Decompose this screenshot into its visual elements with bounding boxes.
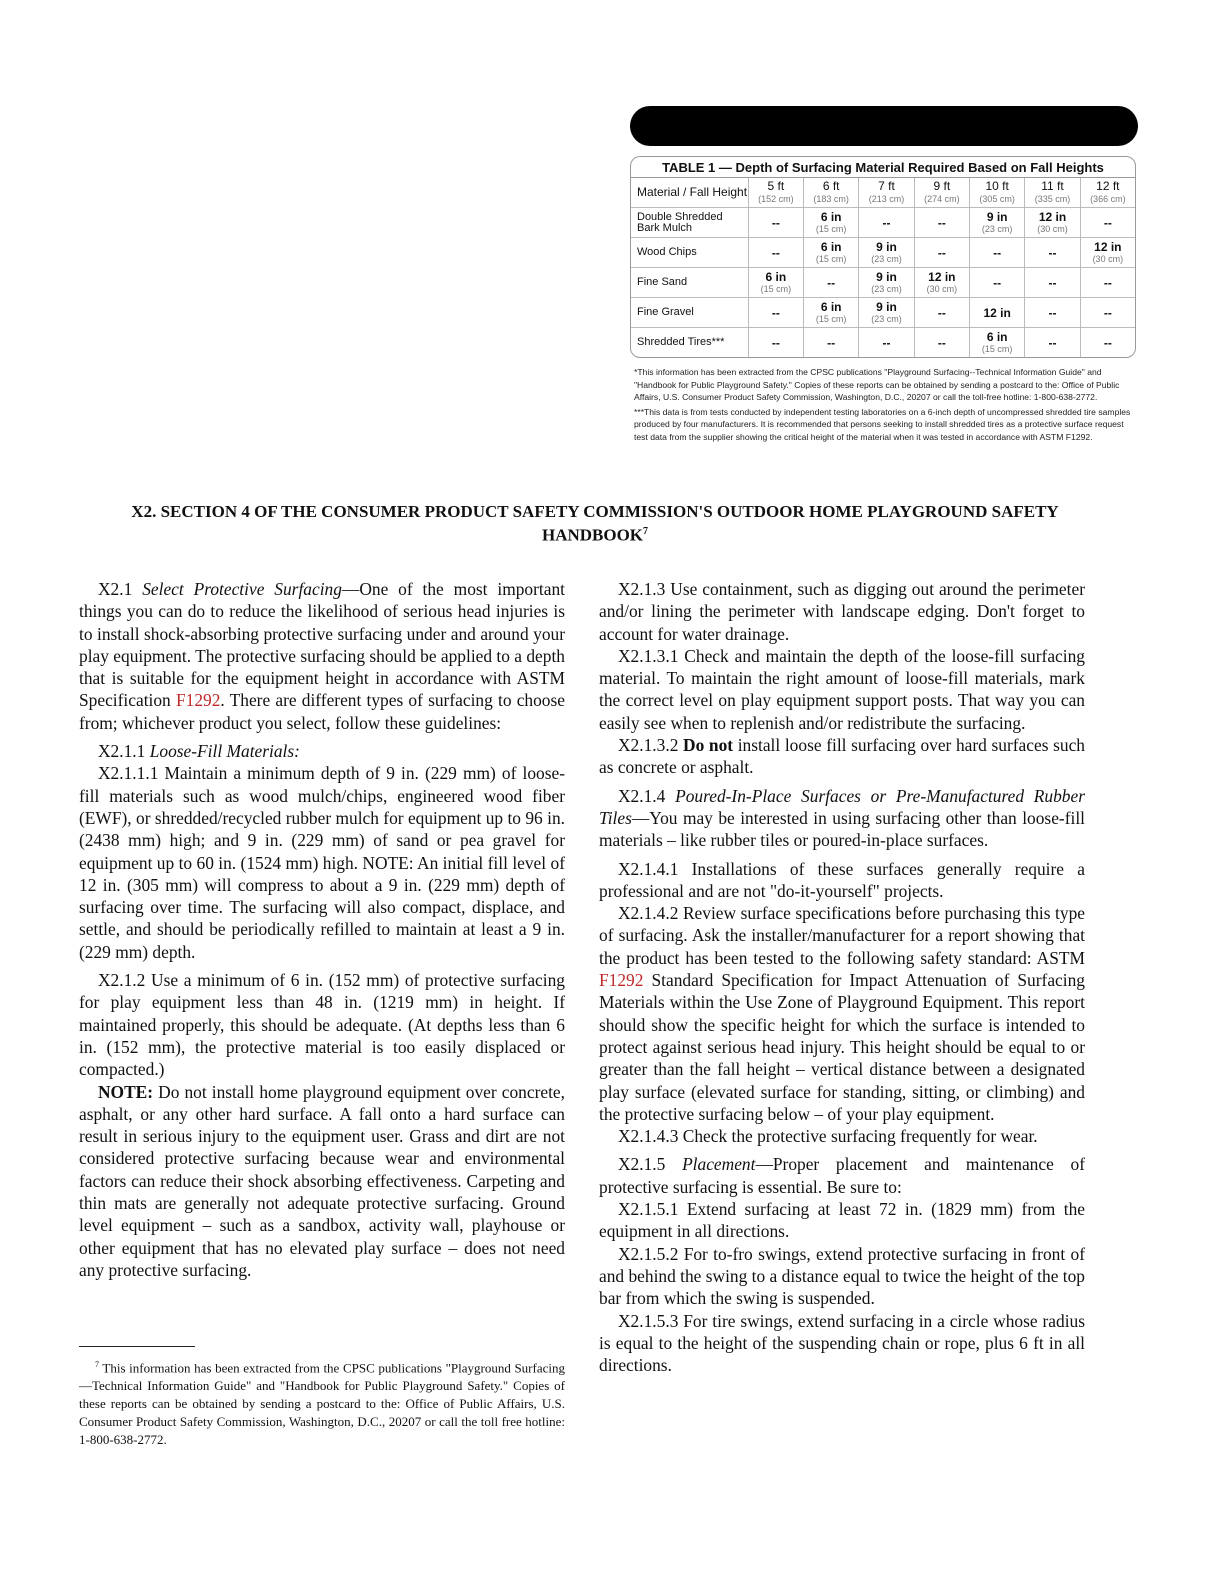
table-figure xyxy=(630,106,1138,446)
section-title: X2. SECTION 4 OF THE CONSUMER PRODUCT SAFETY COMMISSION'S OUTDOOR HOME PLAYGROUND SAFETY HANDBOOK xyxy=(131,502,1059,545)
paragraph-x2-1-4-2: X2.1.4.2 Review surface specifications before purchasing this type of surfacing. Ask the installer/manufacturer for a report showing that the product has been tested to the following safety standard: ASTM F1292 Standard Specification for Impact Attenuation of Surfacing Materials within the Use Zone of Playground Equipment. This report should show the specific height for which the surface is intended to protect against serious head injury. This height should be equal to or greater than the fall height – vertical distance between a designated play surface (elevated surface for standing, sitting, or climbing) and the protective surfacing below – of your play equipment. xyxy=(599,903,1085,1124)
depth-cell: -- xyxy=(915,328,970,357)
fall-height-header: 12 ft (366 cm) xyxy=(1081,178,1135,208)
table-row xyxy=(631,208,1135,238)
paragraph-note: NOTE: Do not install home playground equipment over concrete, asphalt, or any other hard surface. A fall onto a hard surface can result in serious injury to the equipment user. Grass and dirt are not considered protective surfacing because wear and environmental factors can reduce their shock absorbing effectiveness. Carpeting and thin mats are generally not adequate protective surfacing. Ground level equipment – such as a sandbox, activity wall, playhouse or other equipment that has no elevated play surface – does not need any protective surfacing. xyxy=(79,1081,565,1280)
footnote-mark: 7 xyxy=(643,526,649,537)
material-name: Shredded Tires*** xyxy=(631,328,749,357)
depth-cell: 12 in (30 cm) xyxy=(1081,238,1135,268)
depth-cell: 9 in (23 cm) xyxy=(859,298,914,328)
table-banner xyxy=(630,106,1138,146)
paragraph-x2-1-5-1: X2.1.5.1 Extend surfacing at least 72 in. (1829 mm) from the equipment in all directions. xyxy=(599,1199,1085,1242)
astm-f1292-link[interactable]: F1292 xyxy=(599,970,644,991)
material-name: Fine Gravel xyxy=(631,298,749,328)
depth-cell: -- xyxy=(859,208,914,238)
depth-cell: -- xyxy=(1081,208,1135,238)
section-heading xyxy=(95,502,1095,546)
depth-cell: -- xyxy=(1025,328,1080,357)
table-note-2: ***This data is from tests conducted by independent testing laboratories on a 6-inch depth of uncompressed shredded tire samples produced by four manufacturers. It is recommended that persons seeking to install shredded tires as a protective surface request test data from the supplier showing the critical height of the material when it was tested in accordance with ASTM F1292. xyxy=(634,406,1131,442)
right-column xyxy=(599,578,1085,1376)
paragraph-x2-1-5: X2.1.5 Placement—Proper placement and maintenance of protective surfacing is essential. Be sure to: xyxy=(599,1154,1085,1197)
fall-height-header: 5 ft (152 cm) xyxy=(749,178,804,208)
fall-height-header: 11 ft (335 cm) xyxy=(1025,178,1080,208)
paragraph-x2-1-4-1: X2.1.4.1 Installations of these surfaces generally require a professional and are not "do-it-yourself" projects. xyxy=(599,858,1085,901)
paragraph-x2-1-1: X2.1.1 Loose-Fill Materials: xyxy=(98,741,300,762)
depth-cell: -- xyxy=(859,328,914,357)
table-row xyxy=(631,328,1135,357)
paragraph-x2-1-3-1: X2.1.3.1 Check and maintain the depth of the loose-fill surfacing material. To maintain the right amount of loose-fill materials, mark the correct level on play equipment support posts. That way you can easily see when to replenish and/or redistribute the surfacing. xyxy=(599,645,1085,733)
surfacing-depth-table xyxy=(630,156,1136,358)
depth-cell: -- xyxy=(804,268,859,298)
depth-cell: -- xyxy=(1081,268,1135,298)
table-row xyxy=(631,298,1135,328)
paragraph-x2-1-5-2: X2.1.5.2 For to-fro swings, extend protective surfacing in front of and behind the swing to a distance equal to twice the height of the top bar from which the swing is suspended. xyxy=(599,1243,1085,1309)
astm-f1292-link[interactable]: F1292 xyxy=(175,690,221,711)
depth-cell: 6 in (15 cm) xyxy=(804,298,859,328)
material-name: Fine Sand xyxy=(631,268,749,298)
footnote: $^7$ This information has been extracted from the CPSC publications "Playground Surfacing—Technical Information Guide" and "Handbook for Public Playground Safety." Copies of these reports can be obtained by sending a postcard to the: Office of Public Affairs, U.S. Consumer Product Safety Commission, Washington, D.C., 20207 or call the toll free hotline: 1-800-638-2772. xyxy=(79,1360,565,1447)
footnote-rule xyxy=(79,1346,195,1347)
table-notes xyxy=(634,366,1134,444)
left-column xyxy=(79,578,565,1287)
depth-cell: -- xyxy=(804,328,859,357)
depth-cell: -- xyxy=(749,208,804,238)
depth-cell: -- xyxy=(1025,298,1080,328)
material-header: Material / Fall Height xyxy=(631,178,749,208)
depth-cell: 12 in (30 cm) xyxy=(915,268,970,298)
paragraph-x2-1-4-3: X2.1.4.3 Check the protective surfacing frequently for wear. xyxy=(618,1126,1038,1147)
fall-height-header: 7 ft (213 cm) xyxy=(859,178,914,208)
fall-height-header: 6 ft (183 cm) xyxy=(804,178,859,208)
depth-cell: 9 in (23 cm) xyxy=(859,268,914,298)
material-name: Wood Chips xyxy=(631,238,749,268)
depth-cell: -- xyxy=(915,208,970,238)
depth-cell: -- xyxy=(915,238,970,268)
depth-cell: 12 in (30 cm) xyxy=(1025,208,1080,238)
paragraph-x2-1-1-1: X2.1.1.1 Maintain a minimum depth of 9 in. (229 mm) of loose-fill materials such as wood mulch/chips, engineered wood fiber (EWF), or shredded/recycled rubber mulch for equipment up to 96 in. (2438 mm) high; and 9 in. (229 mm) of sand or pea gravel for equipment up to 60 in. (1524 mm) high. NOTE: An initial fill level of 12 in. (305 mm) will compress to about a 9 in. (229 mm) depth of surfacing over time. The surfacing will also compact, displace, and settle, and should be periodically refilled to maintain at least a 9 in. (229 mm) depth. xyxy=(79,763,565,962)
depth-cell: -- xyxy=(970,238,1025,268)
depth-cell: 6 in (15 cm) xyxy=(804,208,859,238)
table-row xyxy=(631,268,1135,298)
depth-cell: -- xyxy=(1081,298,1135,328)
table-header-row xyxy=(631,178,1135,208)
table-note-1: *This information has been extracted from the CPSC publications "Playground Surfacing--Technical Information Guide" and "Handbook for Public Playground Safety." Copies of these reports can be obtained by sending a postcard to the: Office of Public Affairs, U.S. Consumer Product Safety Commission, Washington, D.C., 20207 or call the toll-free hotline: 1-800-638-2772. xyxy=(634,367,1120,403)
paragraph-x2-1-3: X2.1.3 Use containment, such as digging out around the perimeter and/or lining the perimeter with landscape edging. Don't forget to account for water drainage. xyxy=(599,579,1085,644)
depth-cell: 9 in (23 cm) xyxy=(859,238,914,268)
fall-height-header: 10 ft (305 cm) xyxy=(970,178,1025,208)
table-caption: TABLE 1 — Depth of Surfacing Material Required Based on Fall Heights xyxy=(631,157,1135,178)
depth-cell: -- xyxy=(1025,238,1080,268)
depth-cell: 9 in (23 cm) xyxy=(970,208,1025,238)
paragraph-x2-1-2: X2.1.2 Use a minimum of 6 in. (152 mm) of protective surfacing for play equipment less than 48 in. (1219 mm) in height. If maintained properly, this should be adequate. (At depths less than 6 in. (152 mm), the protective material is too easily displaced or compacted.) xyxy=(79,970,565,1080)
fall-height-header: 9 ft (274 cm) xyxy=(915,178,970,208)
depth-cell: -- xyxy=(970,268,1025,298)
depth-cell: -- xyxy=(1103,335,1112,350)
table-row xyxy=(631,238,1135,268)
depth-cell: -- xyxy=(749,298,804,328)
depth-cell: -- xyxy=(749,238,804,268)
depth-cell: -- xyxy=(1025,268,1080,298)
paragraph-x2-1-4: X2.1.4 Poured-In-Place Surfaces or Pre-Manufactured Rubber Tiles—You may be interested in using surfacing other than loose-fill materials – like rubber tiles or poured-in-place surfaces. xyxy=(599,785,1085,851)
depth-cell: 12 in xyxy=(970,298,1025,328)
depth-cell: -- xyxy=(749,328,804,357)
paragraph-x2-1: X2.1 Select Protective Surfacing—One of the most important things you can do to reduce the likelihood of serious head injuries is to install shock-absorbing protective surfacing under and around your play equipment. The protective surfacing should be applied to a depth that is suitable for the equipment height in accordance with ASTM Specification F1292. There are different types of surfacing to choose from; whichever product you select, follow these guidelines: xyxy=(79,579,565,733)
paragraph-x2-1-5-3: X2.1.5.3 For tire swings, extend surfacing in a circle whose radius is equal to the height of the suspending chain or rope, plus 6 ft in all directions. xyxy=(599,1310,1085,1376)
paragraph-x2-1-3-2: X2.1.3.2 Do not install loose fill surfacing over hard surfaces such as concrete or asphalt. xyxy=(599,735,1085,778)
depth-cell: 6 in (15 cm) xyxy=(749,268,804,298)
depth-cell: -- xyxy=(915,298,970,328)
depth-cell: 6 in (15 cm) xyxy=(970,328,1025,357)
depth-cell: 6 in (15 cm) xyxy=(804,238,859,268)
material-name: Double Shredded Bark Mulch xyxy=(631,208,749,238)
